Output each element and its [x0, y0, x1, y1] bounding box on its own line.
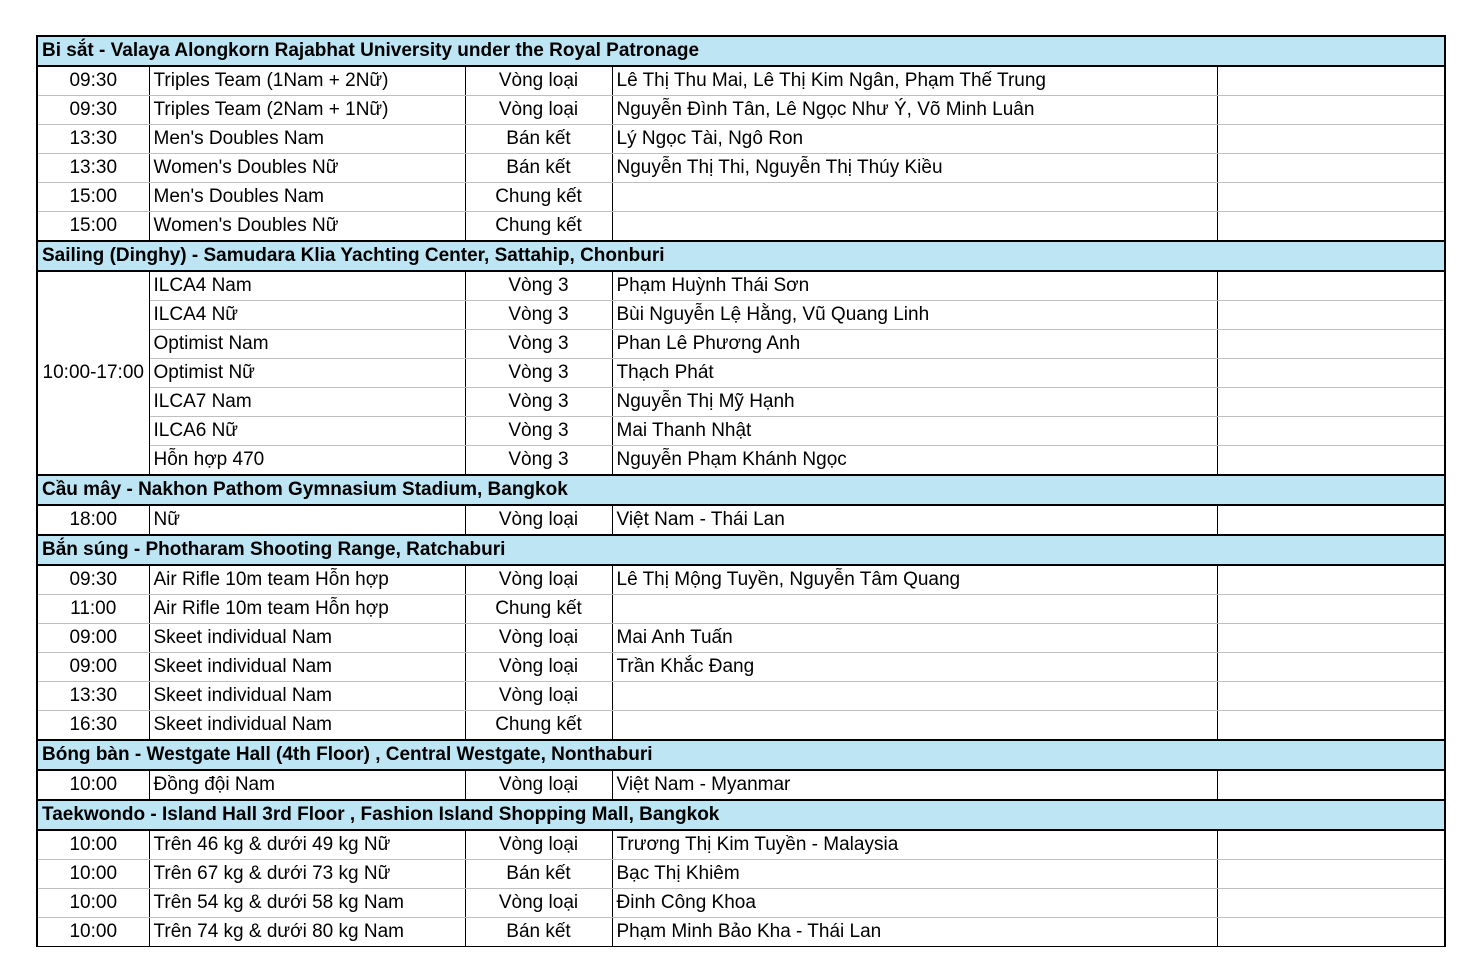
athletes-cell: Lý Ngọc Tài, Ngô Ron	[612, 125, 1217, 154]
section-header	[37, 740, 1445, 770]
time-cell: 10:00	[37, 918, 149, 947]
time-cell: 13:30	[37, 125, 149, 154]
athletes-cell: Nguyễn Đình Tân, Lê Ngọc Như Ý, Võ Minh Luân	[612, 96, 1217, 125]
event-row	[37, 417, 1445, 446]
athletes-cell: Thạch Phát	[612, 359, 1217, 388]
event-row	[37, 446, 1445, 476]
round-cell: Chung kết	[465, 711, 612, 741]
round-cell: Vòng loại	[465, 770, 612, 800]
athletes-cell: Nguyễn Phạm Khánh Ngọc	[612, 446, 1217, 476]
round-cell: Chung kết	[465, 595, 612, 624]
note-cell	[1217, 330, 1445, 359]
athletes-cell: Phan Lê Phương Anh	[612, 330, 1217, 359]
section-header	[37, 241, 1445, 271]
time-cell: 18:00	[37, 505, 149, 535]
time-cell: 11:00	[37, 595, 149, 624]
event-cell: Air Rifle 10m team Hỗn hợp	[149, 595, 465, 624]
event-row	[37, 595, 1445, 624]
event-row	[37, 505, 1445, 535]
event-cell: Women's Doubles Nữ	[149, 212, 465, 242]
athletes-cell: Lê Thị Mộng Tuyền, Nguyễn Tâm Quang	[612, 565, 1217, 595]
time-cell: 16:30	[37, 711, 149, 741]
time-cell: 09:30	[37, 565, 149, 595]
time-cell: 10:00-17:00	[37, 271, 149, 475]
section-title: Taekwondo - Island Hall 3rd Floor , Fashion Island Shopping Mall, Bangkok	[37, 800, 1445, 830]
event-row	[37, 330, 1445, 359]
round-cell: Bán kết	[465, 860, 612, 889]
note-cell	[1217, 154, 1445, 183]
section-title: Bắn súng - Photharam Shooting Range, Ratchaburi	[37, 535, 1445, 565]
note-cell	[1217, 212, 1445, 242]
event-cell: Women's Doubles Nữ	[149, 154, 465, 183]
event-row	[37, 860, 1445, 889]
note-cell	[1217, 125, 1445, 154]
event-cell: Skeet individual Nam	[149, 653, 465, 682]
event-cell: Optimist Nam	[149, 330, 465, 359]
note-cell	[1217, 446, 1445, 476]
round-cell: Vòng loại	[465, 682, 612, 711]
round-cell: Vòng loại	[465, 653, 612, 682]
time-cell: 10:00	[37, 860, 149, 889]
event-row	[37, 711, 1445, 741]
event-cell: Triples Team (2Nam + 1Nữ)	[149, 96, 465, 125]
time-cell: 15:00	[37, 212, 149, 242]
round-cell: Chung kết	[465, 183, 612, 212]
event-row	[37, 154, 1445, 183]
time-cell: 13:30	[37, 682, 149, 711]
round-cell: Vòng loại	[465, 505, 612, 535]
event-row	[37, 565, 1445, 595]
note-cell	[1217, 889, 1445, 918]
note-cell	[1217, 388, 1445, 417]
athletes-cell: Nguyễn Thị Mỹ Hạnh	[612, 388, 1217, 417]
athletes-cell	[612, 183, 1217, 212]
note-cell	[1217, 770, 1445, 800]
athletes-cell: Việt Nam - Thái Lan	[612, 505, 1217, 535]
event-row	[37, 271, 1445, 301]
time-cell: 09:30	[37, 66, 149, 96]
event-cell: Men's Doubles Nam	[149, 125, 465, 154]
round-cell: Chung kết	[465, 212, 612, 242]
athletes-cell	[612, 595, 1217, 624]
event-cell: Trên 46 kg & dưới 49 kg Nữ	[149, 830, 465, 860]
note-cell	[1217, 271, 1445, 301]
time-cell: 09:30	[37, 96, 149, 125]
time-cell: 10:00	[37, 770, 149, 800]
round-cell: Bán kết	[465, 918, 612, 947]
event-cell: ILCA4 Nữ	[149, 301, 465, 330]
event-cell: ILCA4 Nam	[149, 271, 465, 301]
event-cell: Trên 74 kg & dưới 80 kg Nam	[149, 918, 465, 947]
event-cell: Skeet individual Nam	[149, 682, 465, 711]
event-row	[37, 770, 1445, 800]
note-cell	[1217, 711, 1445, 741]
note-cell	[1217, 66, 1445, 96]
athletes-cell: Trần Khắc Đang	[612, 653, 1217, 682]
athletes-cell	[612, 212, 1217, 242]
event-cell: Skeet individual Nam	[149, 711, 465, 741]
event-cell: Trên 54 kg & dưới 58 kg Nam	[149, 889, 465, 918]
event-row	[37, 388, 1445, 417]
note-cell	[1217, 301, 1445, 330]
note-cell	[1217, 653, 1445, 682]
note-cell	[1217, 830, 1445, 860]
note-cell	[1217, 359, 1445, 388]
event-cell: Hỗn hợp 470	[149, 446, 465, 476]
round-cell: Bán kết	[465, 125, 612, 154]
event-row	[37, 212, 1445, 242]
event-cell: Triples Team (1Nam + 2Nữ)	[149, 66, 465, 96]
round-cell: Vòng 3	[465, 271, 612, 301]
note-cell	[1217, 595, 1445, 624]
round-cell: Vòng loại	[465, 830, 612, 860]
event-cell: Air Rifle 10m team Hỗn hợp	[149, 565, 465, 595]
athletes-cell: Mai Thanh Nhật	[612, 417, 1217, 446]
time-cell: 09:00	[37, 624, 149, 653]
section-title: Sailing (Dinghy) - Samudara Klia Yachting Center, Sattahip, Chonburi	[37, 241, 1445, 271]
time-cell: 09:00	[37, 653, 149, 682]
round-cell: Vòng loại	[465, 96, 612, 125]
round-cell: Vòng loại	[465, 565, 612, 595]
round-cell: Bán kết	[465, 154, 612, 183]
event-cell: Skeet individual Nam	[149, 624, 465, 653]
note-cell	[1217, 624, 1445, 653]
athletes-cell: Bạc Thị Khiêm	[612, 860, 1217, 889]
time-cell: 10:00	[37, 830, 149, 860]
event-row	[37, 624, 1445, 653]
note-cell	[1217, 565, 1445, 595]
note-cell	[1217, 860, 1445, 889]
event-row	[37, 96, 1445, 125]
time-cell: 15:00	[37, 183, 149, 212]
athletes-cell: Phạm Minh Bảo Kha - Thái Lan	[612, 918, 1217, 947]
section-title: Bóng bàn - Westgate Hall (4th Floor) , Central Westgate, Nonthaburi	[37, 740, 1445, 770]
event-row	[37, 889, 1445, 918]
round-cell: Vòng 3	[465, 301, 612, 330]
note-cell	[1217, 505, 1445, 535]
event-row	[37, 301, 1445, 330]
section-header	[37, 535, 1445, 565]
round-cell: Vòng loại	[465, 66, 612, 96]
athletes-cell	[612, 711, 1217, 741]
event-row	[37, 66, 1445, 96]
event-cell: Men's Doubles Nam	[149, 183, 465, 212]
time-cell: 13:30	[37, 154, 149, 183]
event-row	[37, 653, 1445, 682]
athletes-cell: Bùi Nguyễn Lệ Hằng, Vũ Quang Linh	[612, 301, 1217, 330]
round-cell: Vòng 3	[465, 359, 612, 388]
section-header	[37, 800, 1445, 830]
section-title: Bi sắt - Valaya Alongkorn Rajabhat University under the Royal Patronage	[37, 36, 1445, 66]
round-cell: Vòng 3	[465, 417, 612, 446]
round-cell: Vòng 3	[465, 330, 612, 359]
event-cell: Đồng đội Nam	[149, 770, 465, 800]
section-header	[37, 475, 1445, 505]
athletes-cell	[612, 682, 1217, 711]
event-cell: ILCA6 Nữ	[149, 417, 465, 446]
section-title: Cầu mây - Nakhon Pathom Gymnasium Stadium, Bangkok	[37, 475, 1445, 505]
event-row	[37, 359, 1445, 388]
athletes-cell: Đinh Công Khoa	[612, 889, 1217, 918]
schedule-table	[36, 35, 1446, 947]
round-cell: Vòng 3	[465, 388, 612, 417]
round-cell: Vòng 3	[465, 446, 612, 476]
athletes-cell: Nguyễn Thị Thi, Nguyễn Thị Thúy Kiều	[612, 154, 1217, 183]
note-cell	[1217, 417, 1445, 446]
section-header	[37, 36, 1445, 66]
note-cell	[1217, 96, 1445, 125]
note-cell	[1217, 682, 1445, 711]
event-row	[37, 830, 1445, 860]
athletes-cell: Trương Thị Kim Tuyền - Malaysia	[612, 830, 1217, 860]
schedule-sheet	[36, 35, 1444, 947]
athletes-cell: Phạm Huỳnh Thái Sơn	[612, 271, 1217, 301]
event-row	[37, 682, 1445, 711]
time-cell: 10:00	[37, 889, 149, 918]
schedule-body	[37, 36, 1445, 947]
athletes-cell: Lê Thị Thu Mai, Lê Thị Kim Ngân, Phạm Thế Trung	[612, 66, 1217, 96]
round-cell: Vòng loại	[465, 624, 612, 653]
event-row	[37, 918, 1445, 947]
event-cell: Optimist Nữ	[149, 359, 465, 388]
event-cell: Trên 67 kg & dưới 73 kg Nữ	[149, 860, 465, 889]
event-row	[37, 183, 1445, 212]
round-cell: Vòng loại	[465, 889, 612, 918]
athletes-cell: Mai Anh Tuấn	[612, 624, 1217, 653]
event-cell: ILCA7 Nam	[149, 388, 465, 417]
note-cell	[1217, 183, 1445, 212]
athletes-cell: Việt Nam - Myanmar	[612, 770, 1217, 800]
event-row	[37, 125, 1445, 154]
event-cell: Nữ	[149, 505, 465, 535]
note-cell	[1217, 918, 1445, 947]
